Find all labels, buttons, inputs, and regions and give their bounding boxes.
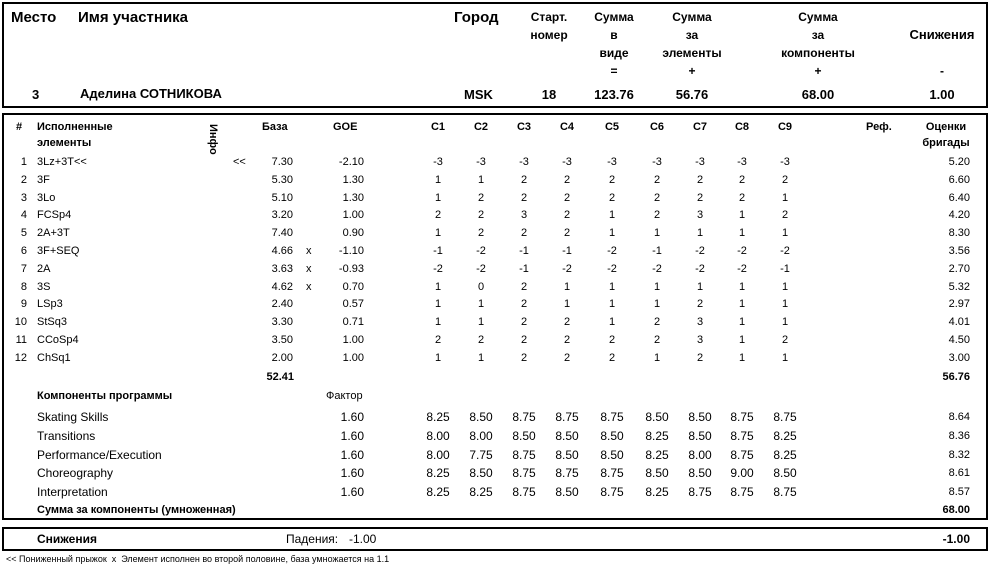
element-judge-score: 2 [520, 298, 528, 311]
element-name: LSp3 [37, 298, 63, 311]
element-judge-score: 2 [738, 173, 746, 186]
component-judge-score: 8.25 [426, 466, 450, 481]
element-number: 4 [20, 209, 27, 222]
skater-components-score: 68.00 [801, 87, 835, 102]
element-base: 7.30 [271, 156, 293, 168]
element-judge-score: 1 [781, 298, 789, 311]
col-panel-header: Оценки бригады [922, 121, 970, 149]
component-judge-score: 8.25 [773, 447, 797, 462]
element-goe: -0.93 [338, 262, 364, 275]
judge-header-c3: C3 [516, 121, 532, 133]
skater-name: Аделина СОТНИКОВА [80, 86, 222, 101]
element-judge-score: 2 [434, 334, 442, 346]
component-judge-score: 8.75 [512, 485, 536, 500]
element-judge-score: 1 [477, 298, 485, 311]
element-judge-score: 2 [608, 334, 616, 346]
footnote: << Пониженный прыжок x Элемент исполнен во второй половине, база умножается на 1.1 [6, 554, 390, 564]
element-base: 2.00 [271, 351, 293, 364]
element-number: 11 [15, 334, 27, 346]
element-judge-score: 2 [520, 334, 528, 346]
component-panel-score: 8.57 [948, 486, 970, 499]
element-judge-score: 1 [781, 280, 789, 293]
judge-header-c5: C5 [604, 121, 620, 133]
component-factor: 1.60 [340, 410, 364, 424]
name-label: Имя участника [78, 9, 189, 26]
element-panel-score: 8.30 [948, 227, 970, 240]
element-judge-score: 2 [608, 351, 616, 364]
element-judge-score: 1 [434, 298, 442, 311]
component-panel-score: 8.36 [948, 429, 970, 442]
component-judge-score: 8.75 [555, 410, 579, 424]
element-base: 4.62 [271, 280, 293, 293]
col-info-header: Инфо [207, 124, 219, 155]
element-judge-score: 1 [608, 209, 616, 222]
element-goe: 1.00 [342, 351, 364, 364]
element-judge-score: 1 [781, 227, 789, 240]
element-judge-score: 2 [520, 316, 528, 329]
skater-deductions: 1.00 [929, 87, 955, 102]
element-judge-score: 1 [477, 173, 485, 186]
component-judge-score: 8.00 [688, 447, 712, 462]
element-name: CCoSp4 [37, 334, 79, 346]
element-judge-score: 1 [434, 191, 442, 204]
component-judge-score: 8.25 [469, 485, 493, 500]
falls-value: -1.00 [349, 532, 377, 546]
component-judge-score: 7.75 [469, 447, 493, 462]
element-judge-score: 3 [696, 316, 704, 329]
element-panel-score: 5.20 [948, 156, 970, 168]
element-judge-score: 2 [477, 209, 485, 222]
element-judge-score: -1 [433, 245, 443, 257]
element-base: 5.30 [271, 173, 293, 186]
element-base: 3.20 [271, 209, 293, 222]
element-goe: 0.71 [342, 316, 364, 329]
element-judge-score: -2 [780, 245, 790, 257]
element-judge-score: -2 [562, 262, 572, 275]
component-judge-score: 8.75 [773, 410, 797, 424]
element-judge-score: -2 [695, 245, 705, 257]
element-judge-score: 2 [696, 298, 704, 311]
element-judge-score: 1 [696, 280, 704, 293]
city-label: Город [454, 9, 499, 26]
component-judge-score: 8.00 [469, 428, 493, 443]
element-judge-score: 2 [477, 191, 485, 204]
deductions-box-label: Снижения [37, 532, 97, 546]
element-base: 7.40 [271, 227, 293, 240]
component-factor: 1.60 [340, 466, 364, 481]
component-judge-score: 8.75 [730, 447, 754, 462]
element-judge-score: 1 [434, 351, 442, 364]
components-title: Компоненты программы [37, 390, 173, 402]
element-name: 3F [37, 173, 50, 186]
element-judge-score: 1 [738, 227, 746, 240]
component-judge-score: 9.00 [730, 466, 754, 481]
element-judge-score: -1 [780, 262, 790, 275]
component-judge-score: 8.50 [600, 447, 624, 462]
component-judge-score: 8.50 [688, 410, 712, 424]
element-judge-score: 2 [781, 209, 789, 222]
element-judge-score: 1 [738, 280, 746, 293]
element-judge-score: -3 [562, 156, 572, 168]
element-judge-score: 1 [696, 227, 704, 240]
element-number: 3 [20, 191, 27, 204]
element-judge-score: -2 [737, 245, 747, 257]
element-judge-score: 1 [608, 280, 616, 293]
element-judge-score: 1 [653, 280, 661, 293]
component-judge-score: 8.50 [688, 428, 712, 443]
element-judge-score: 2 [477, 227, 485, 240]
element-judge-score: 2 [781, 334, 789, 346]
element-judge-score: 2 [563, 173, 571, 186]
element-judge-score: 2 [520, 351, 528, 364]
element-judge-score: 2 [608, 173, 616, 186]
judge-header-c2: C2 [473, 121, 489, 133]
component-judge-score: 8.50 [555, 428, 579, 443]
element-panel-score: 3.56 [948, 245, 970, 257]
element-judge-score: 2 [434, 209, 442, 222]
element-judge-score: 2 [520, 191, 528, 204]
element-panel-score: 5.32 [948, 280, 970, 293]
deductions-label: Снижения [909, 27, 975, 42]
element-second-half-mark: x [306, 245, 312, 257]
col-ref-header: Реф. [866, 121, 892, 133]
element-number: 2 [20, 173, 27, 186]
element-name: FCSp4 [37, 209, 72, 222]
element-judge-score: -2 [737, 262, 747, 275]
element-judge-score: 2 [520, 280, 528, 293]
component-panel-score: 8.61 [948, 467, 970, 480]
element-second-half-mark: x [306, 262, 312, 275]
element-goe: 1.00 [342, 334, 364, 346]
element-judge-score: 1 [434, 227, 442, 240]
judge-header-c7: C7 [692, 121, 708, 133]
element-judge-score: -3 [780, 156, 790, 168]
component-judge-score: 8.50 [469, 410, 493, 424]
component-judge-score: 8.75 [512, 466, 536, 481]
component-judge-score: 8.75 [688, 485, 712, 500]
element-judge-score: 2 [563, 334, 571, 346]
element-judge-score: -3 [737, 156, 747, 168]
element-number: 9 [20, 298, 27, 311]
component-judge-score: 8.25 [645, 428, 669, 443]
element-name: 3Lo [37, 191, 56, 204]
element-panel-score: 2.70 [948, 262, 970, 275]
element-judge-score: 1 [781, 316, 789, 329]
component-judge-score: 8.75 [600, 410, 624, 424]
deductions-box [2, 527, 988, 551]
element-judge-score: -2 [476, 245, 486, 257]
element-judge-score: 2 [738, 191, 746, 204]
element-goe: 1.30 [342, 191, 364, 204]
element-judge-score: 1 [738, 316, 746, 329]
element-judge-score: 2 [477, 334, 485, 346]
elements-score-label: Сумма за элементы + [662, 10, 722, 78]
element-judge-score: -2 [607, 262, 617, 275]
element-judge-score: 2 [653, 334, 661, 346]
element-panel-score: 4.01 [948, 316, 970, 329]
element-name: 2A+3T [37, 227, 70, 240]
element-judge-score: 1 [608, 227, 616, 240]
judge-header-c9: C9 [777, 121, 793, 133]
element-goe: -1.10 [338, 245, 364, 257]
col-goe-header: GOE [333, 121, 358, 133]
col-base-header: База [262, 121, 288, 133]
element-judge-score: 2 [653, 173, 661, 186]
element-judge-score: 1 [434, 316, 442, 329]
element-judge-score: -3 [652, 156, 662, 168]
element-judge-score: 1 [781, 191, 789, 204]
element-name: StSq3 [37, 316, 67, 329]
element-goe: -2.10 [338, 156, 364, 168]
component-judge-score: 8.25 [426, 485, 450, 500]
element-judge-score: 2 [563, 316, 571, 329]
element-judge-score: 2 [696, 351, 704, 364]
element-judge-score: 3 [696, 209, 704, 222]
judge-header-c6: C6 [649, 121, 665, 133]
component-judge-score: 8.25 [773, 428, 797, 443]
element-judge-score: 1 [738, 209, 746, 222]
components-score-label: Сумма за компоненты + [781, 10, 855, 78]
element-panel-score: 3.00 [948, 351, 970, 364]
component-judge-score: 8.25 [426, 410, 450, 424]
component-judge-score: 8.75 [730, 485, 754, 500]
element-judge-score: -3 [519, 156, 529, 168]
judge-header-c8: C8 [734, 121, 750, 133]
element-judge-score: 3 [696, 334, 704, 346]
element-judge-score: 3 [520, 209, 528, 222]
component-name: Interpretation [37, 485, 108, 500]
component-judge-score: 8.75 [600, 466, 624, 481]
element-judge-score: -1 [519, 262, 529, 275]
element-judge-score: 1 [781, 351, 789, 364]
element-name: 3S [37, 280, 51, 293]
component-judge-score: 8.50 [469, 466, 493, 481]
element-name: 3F+SEQ [37, 245, 80, 257]
component-judge-score: 8.75 [773, 485, 797, 500]
component-judge-score: 8.75 [512, 410, 536, 424]
element-panel-score: 6.40 [948, 191, 970, 204]
components-total-label: Сумма за компоненты (умноженная) [37, 504, 236, 516]
total-score-label: Сумма в виде = [594, 10, 634, 78]
element-number: 5 [20, 227, 27, 240]
element-judge-score: 1 [563, 298, 571, 311]
element-judge-score: 0 [477, 280, 485, 293]
element-judge-score: -1 [562, 245, 572, 257]
place-label: Место [11, 9, 57, 26]
component-judge-score: 8.50 [555, 447, 579, 462]
element-judge-score: 2 [520, 173, 528, 186]
element-judge-score: 1 [738, 351, 746, 364]
element-judge-score: -3 [476, 156, 486, 168]
element-name: 2A [37, 262, 51, 275]
element-judge-score: 2 [653, 209, 661, 222]
skater-start-number: 18 [541, 87, 557, 102]
element-judge-score: 2 [563, 227, 571, 240]
element-base: 5.10 [271, 191, 293, 204]
element-panel-score: 6.60 [948, 173, 970, 186]
component-name: Choreography [37, 466, 114, 481]
element-judge-score: 2 [563, 209, 571, 222]
component-judge-score: 8.50 [688, 466, 712, 481]
element-judge-score: 1 [738, 334, 746, 346]
component-factor: 1.60 [340, 447, 364, 462]
deductions-box-total: -1.00 [942, 532, 970, 546]
element-judge-score: -1 [652, 245, 662, 257]
judge-header-c1: C1 [430, 121, 446, 133]
component-judge-score: 8.75 [730, 410, 754, 424]
component-factor: 1.60 [340, 485, 364, 500]
element-judge-score: 1 [738, 298, 746, 311]
element-judge-score: -2 [607, 245, 617, 257]
component-name: Transitions [37, 428, 96, 443]
component-name: Skating Skills [37, 410, 109, 424]
element-goe: 0.90 [342, 227, 364, 240]
component-judge-score: 8.50 [512, 428, 536, 443]
skater-total: 123.76 [594, 87, 634, 102]
element-judge-score: -3 [607, 156, 617, 168]
element-judge-score: 2 [696, 191, 704, 204]
element-number: 1 [20, 156, 27, 168]
component-factor: 1.60 [340, 428, 364, 443]
col-num-header: # [16, 121, 23, 133]
element-info: << [233, 156, 246, 168]
element-number: 7 [20, 262, 27, 275]
judge-header-c4: C4 [559, 121, 575, 133]
element-base: 2.40 [271, 298, 293, 311]
col-elements-header: Исполненные элементы [37, 121, 113, 149]
element-judge-score: 1 [563, 280, 571, 293]
element-base: 3.30 [271, 316, 293, 329]
element-name: 3Lz+3T<< [37, 156, 87, 168]
element-judge-score: 2 [563, 191, 571, 204]
element-judge-score: 1 [477, 351, 485, 364]
element-judge-score: -2 [433, 262, 443, 275]
components-total-value: 68.00 [942, 504, 970, 516]
element-panel-score: 4.50 [948, 334, 970, 346]
element-judge-score: 1 [653, 351, 661, 364]
component-judge-score: 8.75 [512, 447, 536, 462]
component-judge-score: 8.50 [645, 410, 669, 424]
component-judge-score: 8.50 [773, 466, 797, 481]
element-judge-score: 1 [434, 280, 442, 293]
element-judge-score: 2 [563, 351, 571, 364]
element-number: 12 [14, 351, 27, 364]
element-judge-score: 2 [653, 191, 661, 204]
deductions-minus: - [940, 64, 944, 78]
element-goe: 0.70 [342, 280, 364, 293]
factor-header: Фактор [326, 390, 363, 402]
element-judge-score: -2 [695, 262, 705, 275]
component-judge-score: 8.75 [730, 428, 754, 443]
element-judge-score: 2 [696, 173, 704, 186]
component-judge-score: 8.00 [426, 447, 450, 462]
start-number-label: Старт. номер [530, 10, 568, 42]
element-number: 10 [14, 316, 27, 329]
element-number: 6 [20, 245, 27, 257]
element-goe: 1.00 [342, 209, 364, 222]
component-judge-score: 8.75 [600, 485, 624, 500]
element-base: 4.66 [271, 245, 293, 257]
element-judge-score: 1 [608, 298, 616, 311]
skater-elements-score: 56.76 [675, 87, 709, 102]
elements-total: 56.76 [942, 371, 970, 383]
element-base: 3.50 [271, 334, 293, 346]
element-base: 3.63 [271, 262, 293, 275]
element-judge-score: 2 [608, 191, 616, 204]
element-judge-score: 1 [434, 173, 442, 186]
element-number: 8 [20, 280, 27, 293]
component-judge-score: 8.50 [555, 485, 579, 500]
component-panel-score: 8.64 [948, 411, 970, 423]
component-judge-score: 8.25 [645, 447, 669, 462]
component-judge-score: 8.25 [645, 485, 669, 500]
element-judge-score: 2 [781, 173, 789, 186]
element-judge-score: -3 [695, 156, 705, 168]
element-judge-score: 1 [653, 298, 661, 311]
element-judge-score: 2 [520, 227, 528, 240]
component-judge-score: 8.00 [426, 428, 450, 443]
component-judge-score: 8.75 [555, 466, 579, 481]
element-goe: 1.30 [342, 173, 364, 186]
element-second-half-mark: x [306, 280, 312, 293]
element-judge-score: 1 [608, 316, 616, 329]
element-judge-score: 2 [653, 316, 661, 329]
element-name: ChSq1 [37, 351, 71, 364]
skater-city: MSK [464, 87, 493, 102]
element-judge-score: -2 [652, 262, 662, 275]
element-goe: 0.57 [342, 298, 364, 311]
element-judge-score: -2 [476, 262, 486, 275]
base-total: 52.41 [266, 371, 294, 383]
element-judge-score: 1 [477, 316, 485, 329]
falls-label: Падения: [286, 532, 339, 546]
skater-place: 3 [32, 87, 40, 102]
element-judge-score: -3 [433, 156, 443, 168]
component-name: Performance/Execution [37, 447, 162, 462]
element-panel-score: 2.97 [948, 298, 970, 311]
component-judge-score: 8.50 [645, 466, 669, 481]
element-judge-score: -1 [519, 245, 529, 257]
element-panel-score: 4.20 [948, 209, 970, 222]
component-judge-score: 8.50 [600, 428, 624, 443]
component-panel-score: 8.32 [948, 448, 970, 461]
element-judge-score: 1 [653, 227, 661, 240]
